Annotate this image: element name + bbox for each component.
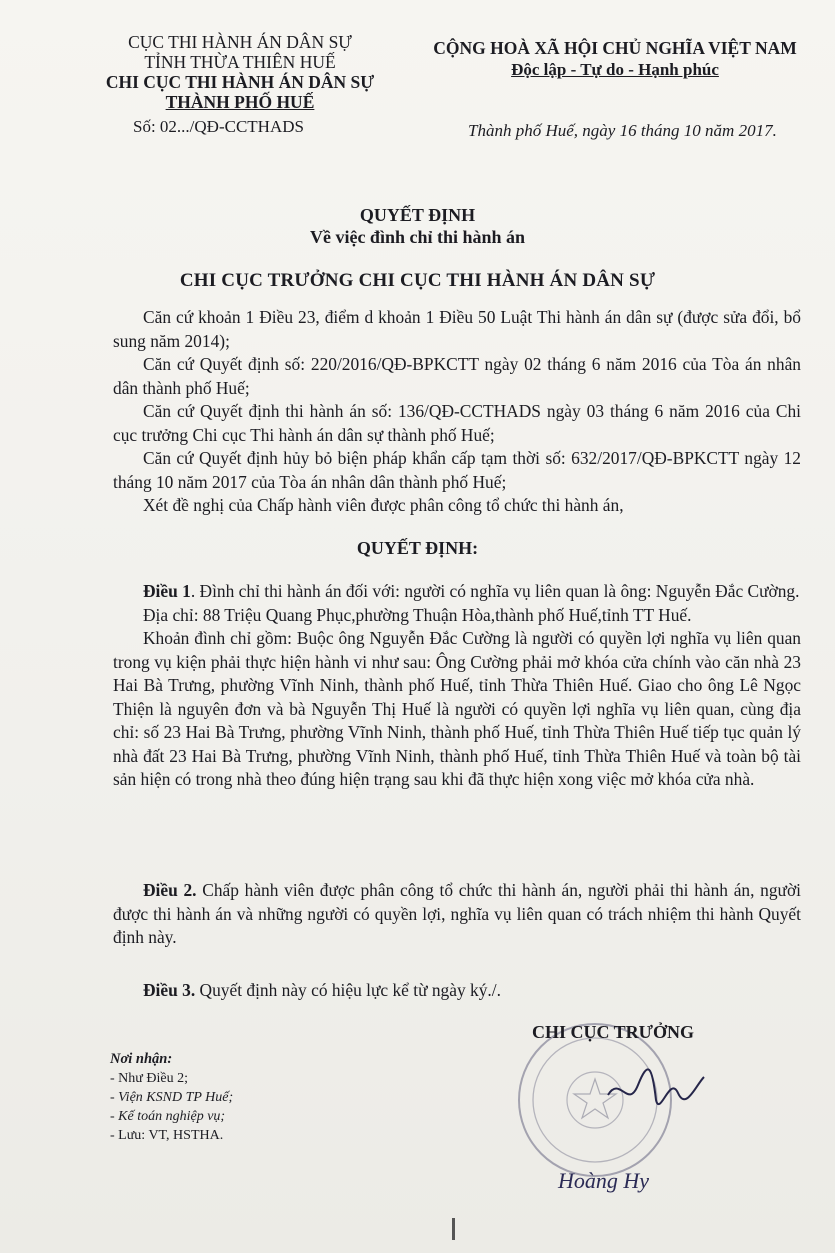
basis-item: Căn cứ khoản 1 Điều 23, điểm d khoản 1 Điều 50 Luật Thi hành án dân sự (được sửa đổi, bổ sung năm 2014); [113, 307, 801, 351]
handwritten-signature-icon [600, 1055, 710, 1125]
article-2-label: Điều 2. [143, 880, 197, 900]
legal-bases [113, 306, 801, 518]
article-1 [113, 580, 801, 792]
agency-line-4: THÀNH PHỐ HUẾ [165, 92, 315, 112]
article-2-text: Chấp hành viên được phân công tổ chức thi hành án, người phải thi hành án, người được thi hành án và những người có quyền lợi, nghĩa vụ liên quan có trách nhiệm thi hành Quyết định này. [113, 880, 801, 947]
document-subtitle: Về việc đình chỉ thi hành án [309, 227, 526, 247]
issue-date: Thành phố Huế, ngày 16 tháng 10 năm 2017. [468, 121, 777, 140]
article-3-text: Quyết định này có hiệu lực kể từ ngày ký./. [195, 980, 501, 1000]
recipient-item: - Lưu: VT, HSTHA. [110, 1128, 224, 1143]
article-2 [113, 879, 801, 950]
authority-heading: CHI CỤC TRƯỞNG CHI CỤC THI HÀNH ÁN DÂN SỰ [179, 270, 656, 291]
issuing-agency-block [95, 32, 385, 112]
article-1-address: Địa chỉ: 88 Triệu Quang Phục,phường Thuận Hòa,thành phố Huế,tỉnh TT Huế. [143, 604, 692, 625]
national-motto-block [405, 38, 825, 80]
article-1-text: . Đình chỉ thi hành án đối với: người có nghĩa vụ liên quan là ông: Nguyễn Đắc Cường. [190, 581, 800, 601]
agency-line-2: TỈNH THỪA THIÊN HUẾ [144, 52, 336, 72]
recipients-block [110, 1050, 233, 1145]
recipient-item: - Viện KSND TP Huế; [110, 1090, 234, 1105]
basis-item: Căn cứ Quyết định thi hành án số: 136/QĐ-CCTHADS ngày 03 tháng 6 năm 2016 của Chi cục trưởng Chi cục Thi hành án dân sự thành phố Huế; [113, 401, 801, 445]
recipient-item: - Kế toán nghiệp vụ; [110, 1109, 226, 1124]
national-motto: Độc lập - Tự do - Hạnh phúc [511, 60, 719, 79]
national-name: CỘNG HOÀ XÃ HỘI CHỦ NGHĨA VIỆT NAM [433, 38, 797, 58]
decision-heading: QUYẾT ĐỊNH: [356, 538, 479, 558]
basis-item: Xét đề nghị của Chấp hành viên được phân công tổ chức thi hành án, [143, 495, 624, 515]
article-1-label: Điều 1 [143, 581, 191, 601]
basis-item: Căn cứ Quyết định số: 220/2016/QĐ-BPKCTT ngày 02 tháng 6 năm 2016 của Tòa án nhân dân thành phố Huế; [113, 354, 801, 398]
article-1-lead [113, 580, 801, 604]
basis-item: Căn cứ Quyết định hủy bỏ biện pháp khẩn cấp tạm thời số: 632/2017/QĐ-BPKCTT ngày 12 tháng 10 năm 2017 của Tòa án nhân dân thành phố Huế; [113, 448, 801, 492]
document-number: Số: 02.../QĐ-CCTHADS [133, 117, 304, 136]
signatory-name: Hoàng Hy [558, 1168, 650, 1193]
agency-line-3: CHI CỤC THI HÀNH ÁN DÂN SỰ [105, 72, 375, 92]
article-3-label: Điều 3. [143, 980, 196, 1000]
article-1-content: Khoản đình chỉ gồm: Buộc ông Nguyễn Đắc Cường là người có quyền lợi nghĩa vụ liên quan trong vụ kiện phải thực hiện hành vi như sau: Ông Cường phải mở khóa cửa chính vào căn nhà 23 Hai Bà Trưng, phường Vĩnh Ninh, thành phố Huế, tỉnh Thừa Thiên Huế. Giao cho ông Lê Ngọc Thiện là nguyên đơn và bà Nguyễn Thị Huế là người có quyền lợi nghĩa vụ liên quan, cùng địa chỉ: số 23 Hai Bà Trưng, phường Vĩnh Ninh, thành phố Huế, tỉnh Thừa Thiên Huế tiếp tục quản lý nhà đất 23 Hai Bà Trưng, phường Vĩnh Ninh, thành phố Huế, tỉnh Thừa Thiên Huế và toàn bộ tài sản hiện có trong nhà theo đúng hiện trạng sau khi đã thực hiện xong việc mở khóa cửa nhà. [113, 628, 801, 789]
signatory-title: CHI CỤC TRƯỞNG [532, 1022, 695, 1042]
recipient-item: - Như Điều 2; [110, 1071, 188, 1086]
document-title: QUYẾT ĐỊNH [359, 205, 476, 225]
article-3 [113, 979, 801, 1003]
agency-line-1: CỤC THI HÀNH ÁN DÂN SỰ [128, 32, 352, 52]
page-mark [452, 1218, 455, 1240]
recipients-heading: Nơi nhận: [110, 1051, 173, 1067]
